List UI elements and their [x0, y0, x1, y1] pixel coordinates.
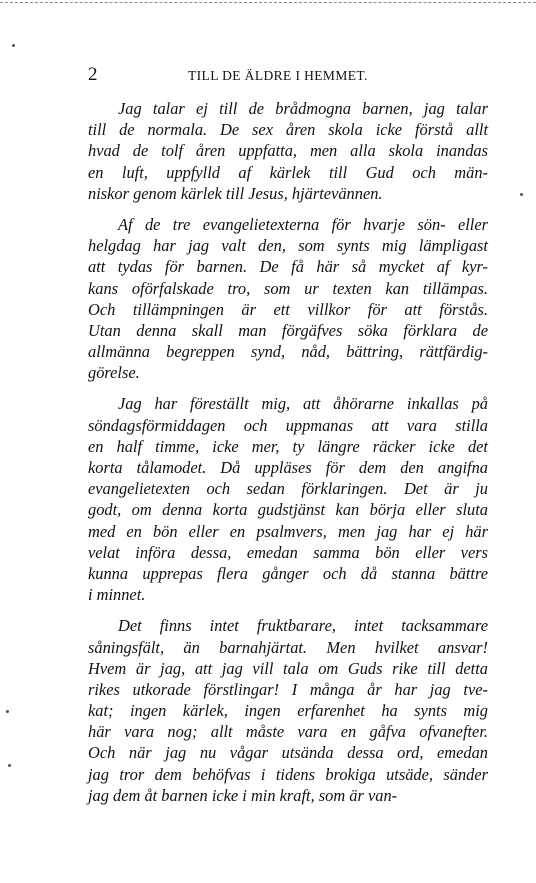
text-line: Och när jag nu vågar utsända dessa ord, emedan [88, 743, 488, 763]
text-line: helgdag har jag valt den, som synts mig lämpligast [88, 236, 488, 256]
text-line: Utan denna skall man förgäfves söka förklara de [88, 320, 488, 340]
text-line: här vara nog; allt måste vara en gåfva ofvanefter. [88, 722, 488, 742]
scan-speck [12, 44, 15, 47]
text-line: görelse. [88, 363, 140, 383]
text-line: hvad de tolf åren uppfatta, men alla skola inandas [88, 141, 488, 161]
text-line: rikes utkorade förstlingar! I många år har jag tve- [88, 679, 488, 699]
scan-speck [6, 710, 9, 713]
text-line: kans oförfalskade tro, som ur texten kan tillämpas. [88, 278, 488, 298]
body-text [88, 98, 488, 816]
paragraph [88, 393, 488, 605]
running-head: TILL DE ÄLDRE I HEMMET. [188, 68, 368, 83]
text-line: Jag har föreställt mig, att åhörarne inkallas på [118, 394, 488, 414]
text-line: godt, om denna korta gudstjänst kan börja eller sluta [88, 500, 488, 520]
text-line: jag dem åt barnen icke i min kraft, som är van- [88, 785, 398, 805]
text-line: niskor genom kärlek till Jesus, hjärtevännen. [88, 183, 383, 203]
text-line: velat införa dessa, emedan samma bön eller vers [88, 542, 488, 562]
top-edge-rule [0, 2, 536, 3]
text-line: söndagsförmiddagen och uppmanas att vara stilla [88, 415, 488, 435]
text-line: kat; ingen kärlek, ingen erfarenhet ha synts mig [88, 701, 488, 721]
text-line: jag tror dem behöfvas i tidens brokiga utsäde, sänder [88, 764, 488, 784]
paragraph [88, 214, 488, 384]
text-line: Jag talar ej till de brådmogna barnen, jag talar [118, 99, 488, 118]
text-line: evangelietexten och sedan förklaringen. Det är ju [88, 479, 488, 499]
text-line: såningsfält, än barnahjärtat. Men hvilket ansvar! [88, 637, 488, 657]
text-line: i minnet. [88, 585, 146, 605]
text-line: med en bön eller en psalmvers, men jag har ej här [88, 521, 488, 541]
text-line: Hvem är jag, att jag vill tala om Guds rike till detta [88, 658, 488, 678]
text-line: Det finns intet fruktbarare, intet tacksammare [118, 616, 488, 636]
text-line: att tydas för barnen. De få här så mycket af kyr- [88, 257, 488, 277]
paragraph [88, 98, 488, 204]
text-line: till de normala. De sex åren skola icke förstå allt [88, 120, 488, 140]
text-line: Af de tre evangelietexterna för hvarje sön- eller [118, 214, 488, 234]
page-header [88, 64, 488, 86]
text-line: en half timme, icke mer, ty längre räcker icke det [88, 436, 488, 456]
text-line: korta tålamodet. Då uppläses för dem den angifna [88, 458, 488, 477]
scan-speck [520, 193, 523, 196]
text-line: en luft, uppfylld af kärlek till Gud och män- [88, 162, 488, 182]
text-line: kunna upprepas flera gånger och då stanna bättre [88, 563, 488, 583]
page-number: 2 [88, 64, 98, 85]
paragraph [88, 615, 488, 806]
scan-speck [8, 764, 11, 767]
text-line: allmänna begreppen synd, nåd, bättring, rättfärdig- [88, 342, 488, 362]
text-line: Och tillämpningen är ett villkor för att förstås. [88, 299, 488, 319]
